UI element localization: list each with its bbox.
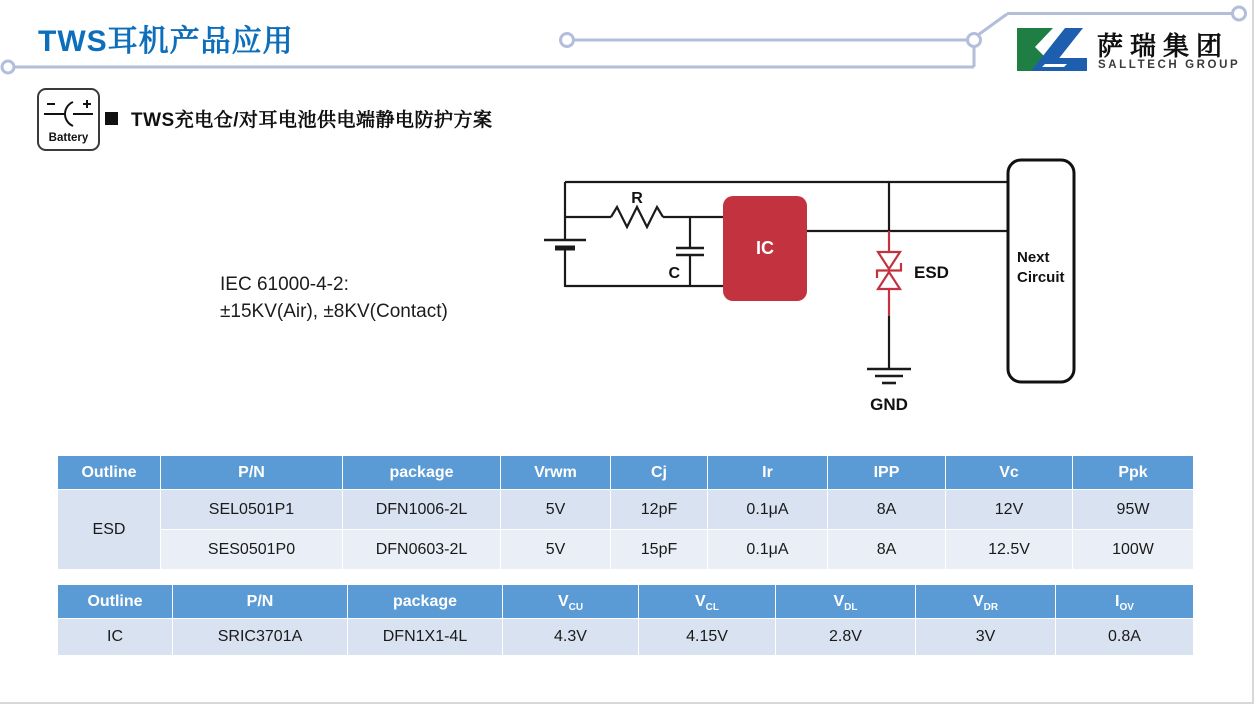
cell-ir-1: 0.1μA bbox=[708, 490, 828, 530]
col-header-cj: Cj bbox=[611, 456, 708, 490]
next-circuit-label-line2: Circuit bbox=[1017, 269, 1065, 286]
cell-ipp-2: 8A bbox=[828, 530, 946, 570]
cell-ic-pn: SRIC3701A bbox=[173, 619, 348, 656]
col-header-package2: package bbox=[348, 585, 503, 619]
cell-ic-package: DFN1X1-4L bbox=[348, 619, 503, 656]
battery-symbol-icon bbox=[39, 92, 98, 132]
resistor-label: R bbox=[631, 190, 643, 207]
cell-vrwm-1: 5V bbox=[501, 490, 611, 530]
ground-symbol-icon bbox=[867, 369, 911, 383]
logo-company-name-en: SALLTECH GROUP bbox=[1098, 59, 1241, 71]
bullet-square-icon bbox=[105, 112, 118, 125]
col-header-vcl: $V_{CL}$ bbox=[639, 585, 776, 619]
col-header-vdl: $V_{DL}$ bbox=[776, 585, 916, 619]
ic-label: IC bbox=[756, 238, 774, 258]
esd-table-row-1 bbox=[58, 490, 1194, 530]
cell-ic-vcu: 4.3V bbox=[503, 619, 639, 656]
col-header-package: package bbox=[343, 456, 501, 490]
col-header-vcu: $V_{CU}$ bbox=[503, 585, 639, 619]
cell-vc-1: 12V bbox=[946, 490, 1073, 530]
cell-pn-1: SEL0501P1 bbox=[161, 490, 343, 530]
cell-vc-2: 12.5V bbox=[946, 530, 1073, 570]
trace-node-right-icon bbox=[1233, 7, 1246, 20]
battery-cell-symbol bbox=[544, 240, 586, 248]
section-heading bbox=[105, 105, 493, 132]
cell-ic-iov: 0.8A bbox=[1056, 619, 1194, 656]
next-circuit-label-line1: Next bbox=[1017, 249, 1050, 266]
cell-vrwm-2: 5V bbox=[501, 530, 611, 570]
col-header-pn2: P/N bbox=[173, 585, 348, 619]
section-heading-text: TWS充电仓/对耳电池供电端静电防护方案 bbox=[131, 110, 493, 131]
col-header-outline: Outline bbox=[58, 456, 161, 490]
cell-ic-vcl: 4.15V bbox=[639, 619, 776, 656]
cell-ic-vdr: 3V bbox=[916, 619, 1056, 656]
capacitor-label: C bbox=[668, 265, 680, 282]
cell-package-2: DFN0603-2L bbox=[343, 530, 501, 570]
cell-ppk-2: 100W bbox=[1073, 530, 1194, 570]
col-header-ir: Ir bbox=[708, 456, 828, 490]
cell-cj-1: 12pF bbox=[611, 490, 708, 530]
outline-cell-ic: IC bbox=[58, 619, 173, 656]
trace-diagonal bbox=[978, 14, 1007, 35]
esd-table-header-row bbox=[58, 456, 1194, 490]
page-title: TWS耳机产品应用 bbox=[38, 25, 294, 58]
circuit-diagram bbox=[530, 150, 1100, 420]
esd-table-row-2 bbox=[58, 530, 1194, 570]
col-header-vrwm: Vrwm bbox=[501, 456, 611, 490]
col-header-pn: P/N bbox=[161, 456, 343, 490]
gnd-label: GND bbox=[870, 395, 908, 414]
battery-label: Battery bbox=[48, 132, 89, 144]
col-header-ppk: Ppk bbox=[1073, 456, 1194, 490]
ic-parameters-table bbox=[57, 584, 1194, 656]
company-logo bbox=[1015, 24, 1247, 80]
cell-ppk-1: 95W bbox=[1073, 490, 1194, 530]
outline-cell-esd: ESD bbox=[58, 490, 161, 570]
iec-line1: IEC 61000-4-2: bbox=[220, 274, 349, 295]
trace-node-left-icon bbox=[2, 61, 14, 73]
col-header-vdr: $V_{DR}$ bbox=[916, 585, 1056, 619]
resistor-symbol bbox=[611, 207, 663, 227]
cell-cj-2: 15pF bbox=[611, 530, 708, 570]
capacitor-plates bbox=[676, 248, 704, 255]
trace-node-mid-icon bbox=[561, 34, 574, 47]
esd-label: ESD bbox=[914, 263, 949, 282]
iec-line2: ±15KV(Air), ±8KV(Contact) bbox=[220, 301, 448, 322]
cell-pn-2: SES0501P0 bbox=[161, 530, 343, 570]
ic-table-header-row bbox=[58, 585, 1194, 619]
col-header-outline2: Outline bbox=[58, 585, 173, 619]
tvs-diode-icon bbox=[877, 231, 901, 316]
col-header-ipp: IPP bbox=[828, 456, 946, 490]
battery-icon bbox=[37, 88, 100, 151]
cell-ir-2: 0.1μA bbox=[708, 530, 828, 570]
col-header-vc: Vc bbox=[946, 456, 1073, 490]
cell-ipp-1: 8A bbox=[828, 490, 946, 530]
esd-parameters-table bbox=[57, 455, 1194, 570]
iec-standard-note bbox=[220, 271, 448, 325]
col-header-iov: $I_{OV}$ bbox=[1056, 585, 1194, 619]
trace-node-junction-icon bbox=[968, 34, 981, 47]
cell-ic-vdl: 2.8V bbox=[776, 619, 916, 656]
logo-mark-icon bbox=[1015, 26, 1089, 74]
cell-package-1: DFN1006-2L bbox=[343, 490, 501, 530]
logo-company-name: 萨瑞集团 bbox=[1097, 31, 1230, 61]
ic-table-row bbox=[58, 619, 1194, 656]
